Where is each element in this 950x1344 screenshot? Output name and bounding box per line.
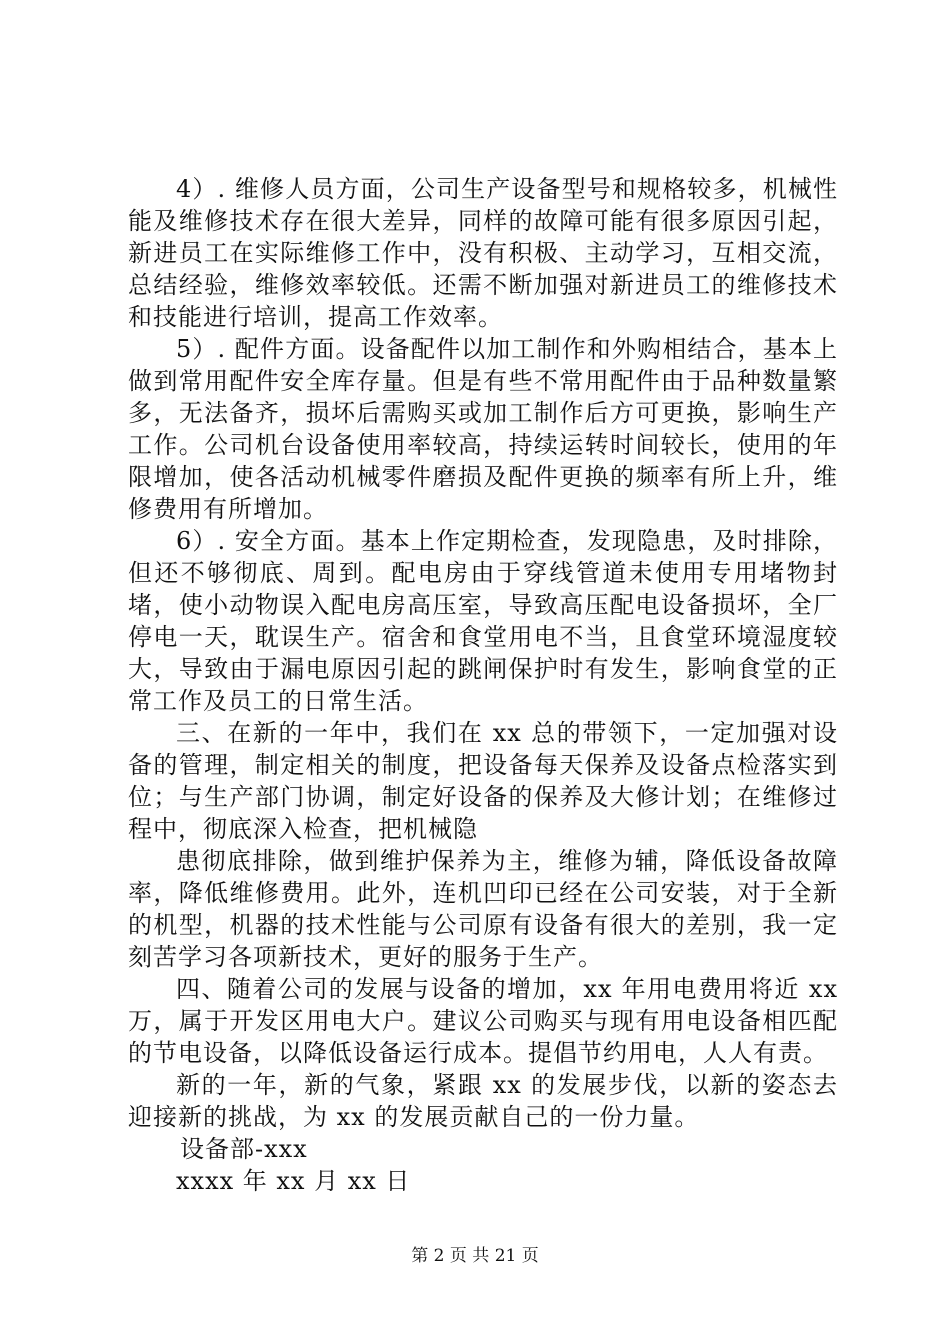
signature-date: xxxx 年 xx 月 xx 日: [176, 1167, 411, 1195]
paragraph-maintenance-staff: 4）. 维修人员方面，公司生产设备型号和规格较多，机械性能及维修技术存在很大差异，同样的故障可能有很多原因引起，新进员工在实际维修工作中，没有积极、主动学习，互相交流，总结经验，维修效率较低。还需不断加强对新进员工的维修技术和技能进行培训，提高工作效率。: [128, 175, 838, 331]
paragraph-closing: 新的一年，新的气象，紧跟 xx 的发展步伐，以新的姿态去迎接新的挑战，为 xx 的发展贡献自己的一份力量。: [128, 1071, 838, 1131]
paragraph-power-saving: 四、随着公司的发展与设备的增加，xx 年用电费用将近 xx 万，属于开发区用电大户。建议公司购买与现有用电设备相匹配的节电设备，以降低设备运行成本。提倡节约用电，人人有责。: [128, 975, 838, 1067]
signature-department: 设备部-xxx: [180, 1135, 308, 1163]
page-number-footer: 第 2 页 共 21 页: [411, 1246, 539, 1266]
paragraph-new-year-plan: 三、在新的一年中，我们在 xx 总的带领下，一定加强对设备的管理，制定相关的制度，把设备每天保养及设备点检落实到位；与生产部门协调，制定好设备的保养及大修计划；在维修过程中，彻底深入检查，把机械隐: [128, 719, 838, 843]
paragraph-spare-parts: 5）. 配件方面。设备配件以加工制作和外购相结合，基本上做到常用配件安全库存量。但是有些不常用配件由于品种数量繁多，无法备齐，损坏后需购买或加工制作后方可更换，影响生产工作。公司机台设备使用率较高，持续运转时间较长，使用的年限增加，使各活动机械零件磨损及配件更换的频率有所上升，维修费用有所增加。: [128, 335, 838, 523]
paragraph-safety: 6）. 安全方面。基本上作定期检查，发现隐患，及时排除，但还不够彻底、周到。配电房由于穿线管道未使用专用堵物封堵，使小动物误入配电房高压室，导致高压配电设备损坏，全厂停电一天，耽误生产。宿舍和食堂用电不当，且食堂环境湿度较大，导致由于漏电原因引起的跳闸保护时有发生，影响食堂的正常工作及员工的日常生活。: [128, 527, 838, 715]
document-body: [128, 173, 838, 1197]
paragraph-plan-continued: 患彻底排除，做到维护保养为主，维修为辅，降低设备故障率，降低维修费用。此外，连机凹印已经在公司安装，对于全新的机型，机器的技术性能与公司原有设备有很大的差别，我一定刻苦学习各项新技术，更好的服务于生产。: [128, 847, 838, 971]
